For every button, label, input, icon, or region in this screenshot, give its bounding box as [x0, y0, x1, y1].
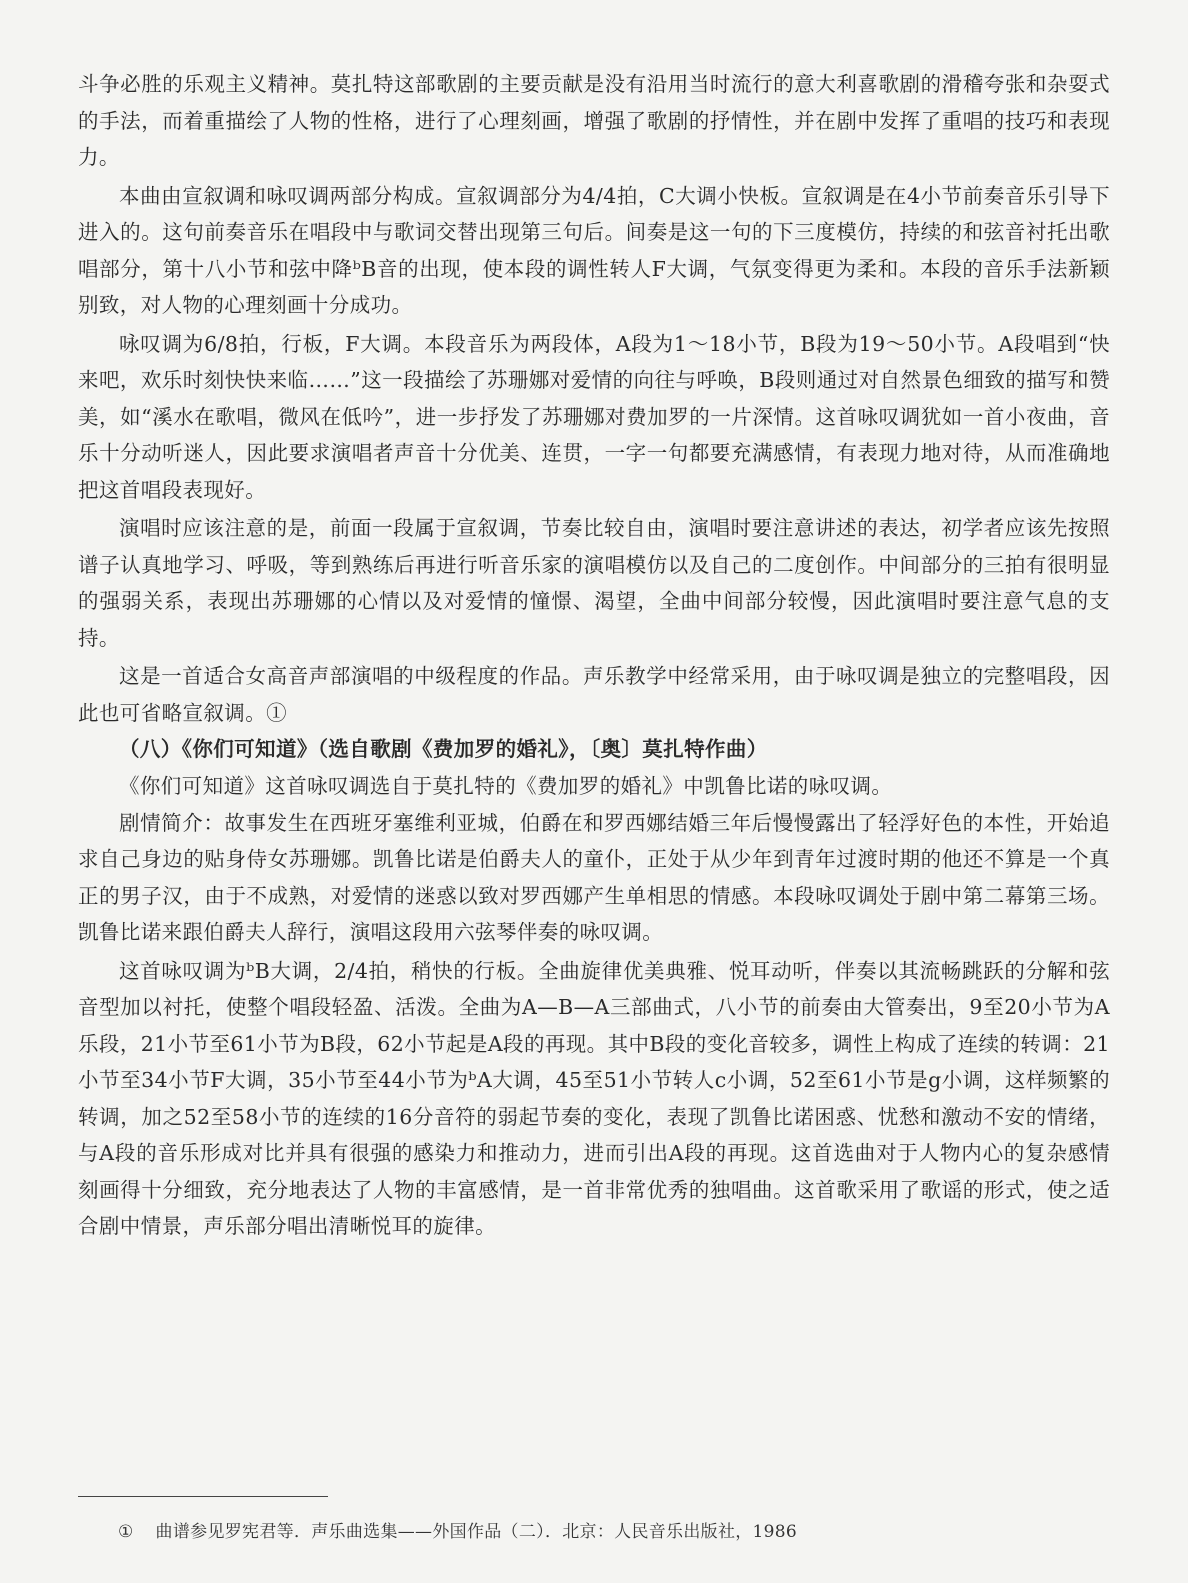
footnote-divider	[78, 1496, 328, 1497]
footnote	[118, 1520, 797, 1544]
paragraph-recitative: 本曲由宣叙调和咏叹调两部分构成。宣叙调部分为4/4拍，C大调小快板。宣叙调是在4小节前奏音乐引导下进入的。这句前奏音乐在唱段中与歌词交替出现第三句后。间奏是这一句的下三度模仿，持续的和弦音衬托出歌唱部分，第十八小节和弦中降ᵇB音的出现，使本段的调性转人F大调，气氛变得更为柔和。本段的音乐手法新颖别致，对人物的心理刻画十分成功。	[78, 183, 1110, 317]
paragraph-suitability: 这是一首适合女高音声部演唱的中级程度的作品。声乐教学中经常采用，由于咏叹调是独立的完整唱段，因此也可省略宣叙调。①	[78, 664, 1110, 725]
footnote-text: 曲谱参见罗宪君等．声乐曲选集——外国作品（二）．北京：人民音乐出版社，1986	[155, 1522, 798, 1542]
paragraph-performance-notes: 演唱时应该注意的是，前面一段属于宣叙调，节奏比较自由，演唱时要注意讲述的表达，初学者应该先按照谱子认真地学习、呼吸，等到熟练后再进行听音乐家的演唱模仿以及自己的二度创作。中间部分的三拍有很明显的强弱关系，表现出苏珊娜的心情以及对爱情的憧憬、渴望，全曲中间部分较慢，因此演唱时要注意气息的支持。	[78, 516, 1110, 650]
footnote-mark: ①	[118, 1522, 134, 1542]
paragraph-plot-summary: 剧情简介：故事发生在西班牙塞维利亚城，伯爵在和罗西娜结婚三年后慢慢露出了轻浮好色的本性，开始追求自己身边的贴身侍女苏珊娜。凯鲁比诺是伯爵夫人的童仆，正处于从少年到青年过渡时期的他还不算是一个真正的男子汉，由于不成熟，对爱情的迷惑以致对罗西娜产生单相思的情感。本段咏叹调处于剧中第二幕第三场。凯鲁比诺来跟伯爵夫人辞行，演唱这段用六弦琴伴奏的咏叹调。	[78, 810, 1110, 944]
section-heading: （八）《你们可知道》（选自歌剧《费加罗的婚礼》，〔奥〕莫扎特作曲）	[119, 737, 768, 761]
paragraph-continuation: 斗争必胜的乐观主义精神。莫扎特这部歌剧的主要贡献是没有沿用当时流行的意大利喜歌剧的滑稽夸张和杂耍式的手法，而着重描绘了人物的性格，进行了心理刻画，增强了歌剧的抒情性，并在剧中发挥了重唱的技巧和表现力。	[78, 72, 1110, 169]
paragraph-aria: 咏叹调为6/8拍，行板，F大调。本段音乐为两段体，A段为1～18小节，B段为19～50小节。A段唱到“快来吧，欢乐时刻快快来临……”这一段描绘了苏珊娜对爱情的向往与呼唤，B段则通过对自然景色细致的描写和赞美，如“溪水在歌唱，微风在低吟”，进一步抒发了苏珊娜对费加罗的一片深情。这首咏叹调犹如一首小夜曲，音乐十分动听迷人，因此要求演唱者声音十分优美、连贯，一字一句都要充满感情，有表现力地对待，从而准确地把这首唱段表现好。	[78, 331, 1110, 502]
paragraph-intro: 《你们可知道》这首咏叹调选自于莫扎特的《费加罗的婚礼》中凯鲁比诺的咏叹调。	[119, 774, 893, 798]
paragraph-analysis: 这首咏叹调为ᵇB大调，2/4拍，稍快的行板。全曲旋律优美典雅、悦耳动听，伴奏以其流畅跳跃的分解和弦音型加以衬托，使整个唱段轻盈、活泼。全曲为A—B—A三部曲式，八小节的前奏由大管奏出，9至20小节为A乐段，21小节至61小节为B段，62小节起是A段的再现。其中B段的变化音较多，调性上构成了连续的转调：21小节至34小节F大调，35小节至44小节为ᵇA大调，45至51小节转人c小调，52至61小节是g小调，这样频繁的转调，加之52至58小节的连续的16分音符的弱起节奏的变化，表现了凯鲁比诺困惑、忧愁和激动不安的情绪，与A段的音乐形成对比并具有很强的感染力和推动力，进而引出A段的再现。这首选曲对于人物内心的复杂感情刻画得十分细致，充分地表达了人物的丰富感情，是一首非常优秀的独唱曲。这首歌采用了歌谣的形式，使之适合剧中情景，声乐部分唱出清晰悦耳的旋律。	[78, 958, 1110, 1238]
